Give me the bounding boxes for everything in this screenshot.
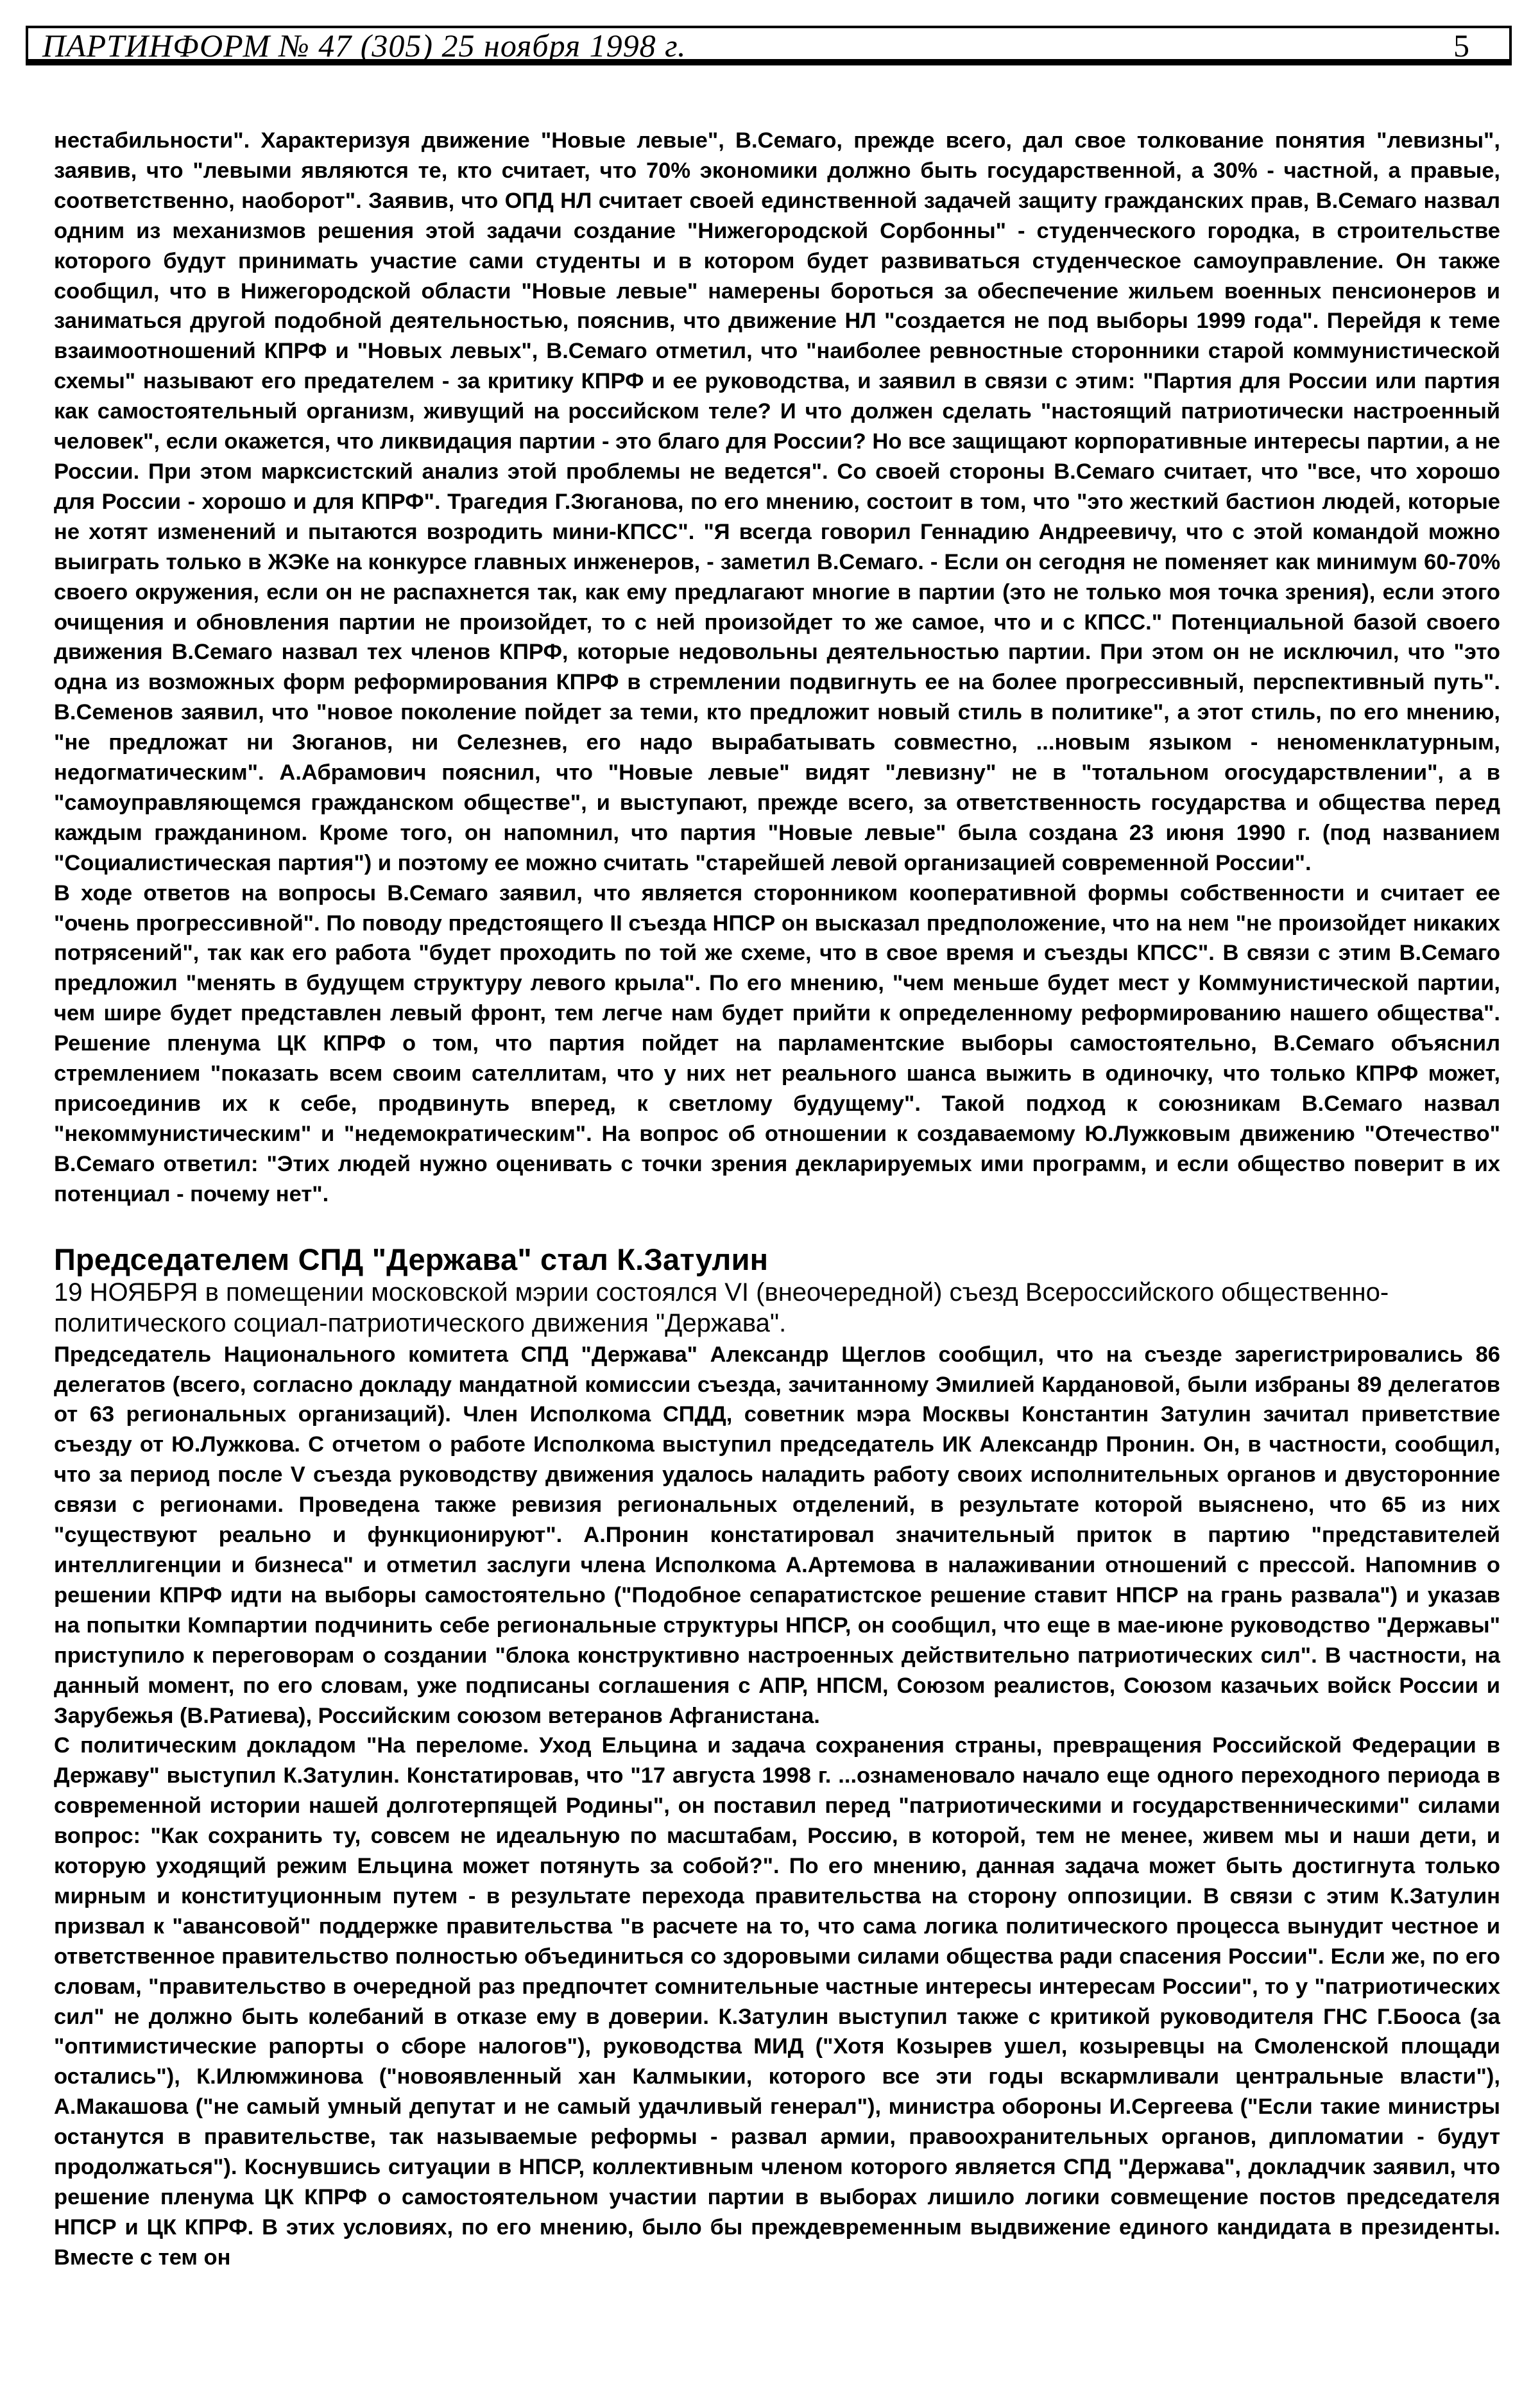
article2-lead: 19 НОЯБРЯ в помещении московской мэрии состоялся VI (внеочередной) съезд Всероссийского общественно-политического социал-патриотического движения "Держава". <box>54 1278 1389 1337</box>
newspaper-issue-title: ПАРТИНФОРМ № 47 (305) 25 ноября 1998 г. <box>42 28 687 64</box>
page-header <box>26 26 1512 65</box>
page-content <box>54 126 1500 2273</box>
article2-paragraph: Председатель Национального комитета СПД "Держава" Александр Щеглов сообщил, что на съезде зарегистрировались 86 делегатов (всего, согласно докладу мандатной комиссии съезда, зачитанному Эмилией Кардановой, были избраны 89 делегатов от 63 региональных организаций). Член Исполкома СПДД, советник мэра Москвы Константин Затулин зачитал приветствие съезду от Ю.Лужкова. С отчетом о работе Исполкома выступил председатель ИК Александр Пронин. Он, в частности, сообщил, что за период после V съезда руководству движения удалось наладить работу своих исполнительных органов и двусторонние связи с регионами. Проведена также ревизия региональных отделений, в результате которой выяснено, что 65 из них "существуют реально и функционируют". А.Пронин констатировал значительный приток в партию "представителей интеллигенции и бизнеса" и отметил заслуги члена Исполкома А.Артемова в налаживании отношений с прессой. Напомнив о решении КПРФ идти на выборы самостоятельно ("Подобное сепаратистское решение ставит НПСР на грань развала") и указав на попытки Компартии подчинить себе региональные структуры НПСР, он сообщил, что еще в мае-июне руководство "Державы" приступило к переговорам о создании "блока конструктивно настроенных действительно патриотических сил". В частности, на данный момент, по его словам, уже подписаны соглашения с АПР, НПСМ, Союзом реалистов, Союзом казачьих войск России и Зарубежья (В.Ратиева), Российским союзом ветеранов Афганистана. <box>54 1342 1500 1728</box>
section-spacer <box>54 1210 1500 1242</box>
article1-paragraph: В ходе ответов на вопросы В.Семаго заявил, что является сторонником кооперативной формы собственности и считает ее "очень прогрессивной". По поводу предстоящего II съезда НПСР он высказал предположение, что на нем "не произойдет никаких потрясений", так как его работа "будет проходить по той же схеме, что в свое время и съезды КПСС". В связи с этим В.Семаго предложил "менять в будущем структуру левого крыла". По его мнению, "чем меньше будет мест у Коммунистической партии, чем шире будет представлен левый фронт, тем легче нам будет прийти к определенному реформированию нашего общества". Решение пленума ЦК КПРФ о том, что партия пойдет на парламентские выборы самостоятельно, В.Семаго объяснил стремлением "показать всем своим сателлитам, что у них нет реального шанса выжить в одиночку, что только КПРФ может, присоединив их к себе, продвинуть вперед, к светлому будущему". Такой подход к союзникам В.Семаго назвал "некоммунистическим" и "недемократическим". На вопрос об отношении к создаваемому Ю.Лужковым движению "Отечество" В.Семаго ответил: "Этих людей нужно оценивать с точки зрения декларируемых ими программ, и если общество поверит в их потенциал - почему нет". <box>54 880 1500 1206</box>
page-number: 5 <box>1453 28 1469 64</box>
article2-paragraph: С политическим докладом "На переломе. Уход Ельцина и задача сохранения страны, превращения Российской Федерации в Державу" выступил К.Затулин. Констатировав, что "17 августа 1998 г. ...ознаменовало начало еще одного переходного периода в современной истории нашей долготерпящей Родины", он поставил перед "патриотическими и государственническими" силами вопрос: "Как сохранить ту, совсем не идеальную по масштабам, Россию, в которой, тем не менее, живем мы и наши дети, и которую уходящий режим Ельцина может потянуть за собой?". По его мнению, данная задача может быть достигнута только мирным и конституционным путем - в результате перехода правительства на сторону оппозиции. В связи с этим К.Затулин призвал к "авансовой" поддержке правительства "в расчете на то, что сама логика политического процесса вынудит честное и ответственное правительство полностью объединиться со здоровыми силами общества ради спасения России". Если же, по его словам, "правительство в очередной раз предпочтет сомнительные частные интересы интересам России", то у "патриотических сил" не должно быть колебаний в отказе ему в доверии. К.Затулин выступил также с критикой руководителя ГНС Г.Бооса (за "оптимистические рапорты о сборе налогов"), руководства МИД ("Хотя Козырев ушел, козыревцы на Смоленской площади остались"), К.Илюмжинова ("новоявленный хан Калмыкии, которого все эти годы вскармливали центральные власти"), А.Макашова ("не самый умный депутат и не самый удачливый генерал"), министра обороны И.Сергеева ("Если такие министры останутся в правительстве, так называемые реформы - развал армии, правоохранительных органов, дипломатии - будут продолжаться"). Коснувшись ситуации в НПСР, коллективным членом которого является СПД "Держава", докладчик заявил, что решение пленума ЦК КПРФ о самостоятельном участии партии в выборах лишило логики совмещение постов председателя НПСР и ЦК КПРФ. В этих условиях, по его мнению, было бы преждевременным выдвижение единого кандидата в президенты. Вместе с тем он <box>54 1733 1500 2270</box>
article2-headline: Председателем СПД "Держава" стал К.Затулин <box>54 1242 769 1276</box>
article1-paragraph: нестабильности". Характеризуя движение "Новые левые", В.Семаго, прежде всего, дал свое толкование понятия "левизны", заявив, что "левыми являются те, кто считает, что 70% экономики должно быть государственной, а 30% - частной, а правые, соответственно, наоборот". Заявив, что ОПД НЛ считает своей единственной задачей защиту гражданских прав, В.Семаго назвал одним из механизмов решения этой задачи создание "Нижегородской Сорбонны" - студенческого городка, в строительстве которого будут принимать участие сами студенты и в котором будет развиваться студенческое самоуправление. Он также сообщил, что в Нижегородской области "Новые левые" намерены бороться за обеспечение жильем военных пенсионеров и заниматься другой подобной деятельностью, пояснив, что движение НЛ "создается не под выборы 1999 года". Перейдя к теме взаимоотношений КПРФ и "Новых левых", В.Семаго отметил, что "наиболее ревностные сторонники старой коммунистической схемы" называют его предателем - за критику КПРФ и ее руководства, и заявил в связи с этим: "Партия для России или партия как самостоятельный организм, живущий на российском теле? И что должен сделать "настоящий патриотически настроенный человек", если окажется, что ликвидация партии - это благо для России? Но все защищают корпоративные интересы партии, а не России. При этом марксистский анализ этой проблемы не ведется". Со своей стороны В.Семаго считает, что "все, что хорошо для России - хорошо и для КПРФ". Трагедия Г.Зюганова, по его мнению, состоит в том, что "это жесткий бастион людей, которые не хотят изменений и пытаются возродить мини-КПСС". "Я всегда говорил Геннадию Андреевичу, что с этой командой можно выиграть только в ЖЭКе на конкурсе главных инженеров, - заметил В.Семаго. - Если он сегодня не поменяет как минимум 60-70% своего окружения, если он не распахнется так, как ему предлагают многие в партии (это не только моя точка зрения), если этого очищения и обновления партии не произойдет, то с ней произойдет то же самое, что и с КПСС." Потенциальной базой своего движения В.Семаго назвал тех членов КПРФ, которые недовольны деятельностью партии. При этом он не исключил, что "это одна из возможных форм реформирования КПРФ в стремлении подвигнуть ее на более прогрессивный, перспективный путь". В.Семенов заявил, что "новое поколение пойдет за теми, кто предложит новый стиль в политике", а этот стиль, по его мнению, "не предложат ни Зюганов, ни Селезнев, его надо вырабатывать совместно, ...новым языком - неноменклатурным, недогматическим". А.Абрамович пояснил, что "Новые левые" видят "левизну" не в "тотальном огосударствлении", а в "самоуправляющемся гражданском обществе", и выступают, прежде всего, за ответственность государства и общества перед каждым гражданином. Кроме того, он напомнил, что партия "Новые левые" была создана 23 июня 1990 г. (под названием "Социалистическая партия") и поэтому ее можно считать "старейшей левой организацией современной России". <box>54 128 1500 875</box>
